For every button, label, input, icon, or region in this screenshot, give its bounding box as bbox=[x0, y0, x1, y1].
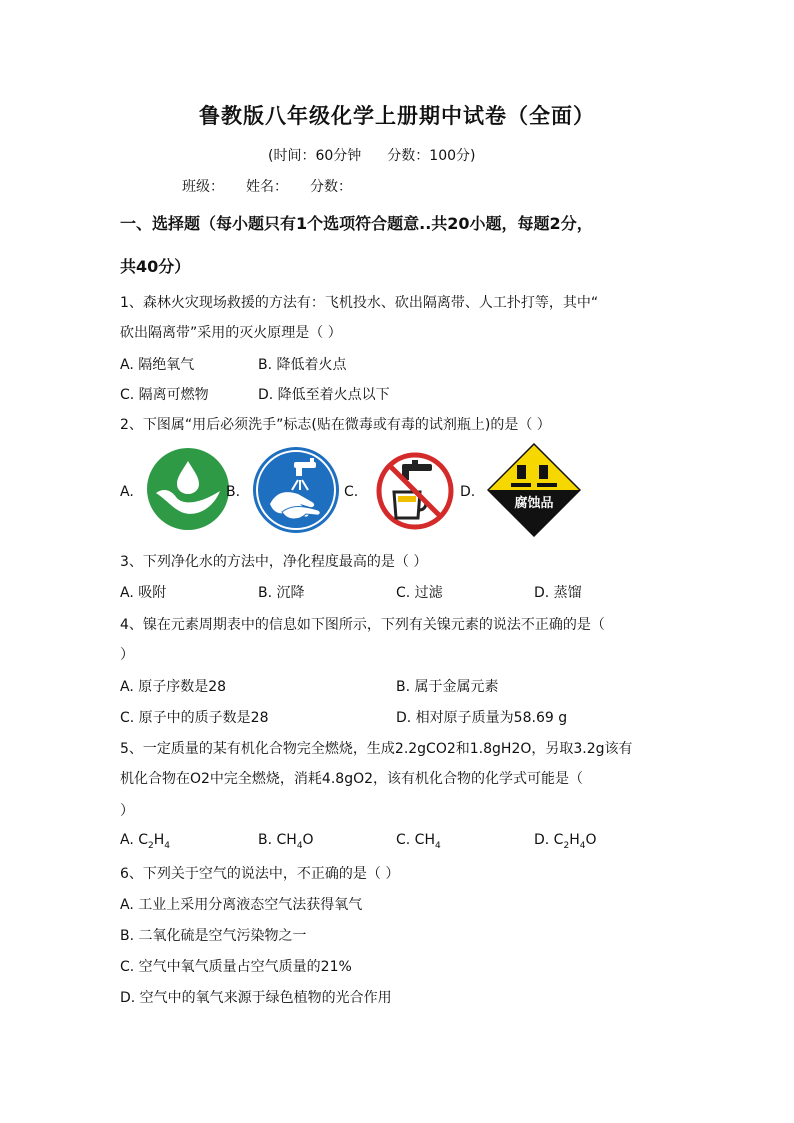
q2-option-c-label: C. bbox=[344, 484, 359, 500]
q5-text-line2: 机化合物在O2中完全燃烧，消耗4.8gO2，该有机化合物的化学式可能是（ bbox=[120, 771, 584, 787]
q2-option-b-label: B. bbox=[226, 484, 241, 500]
q1-option-b: B. 降低着火点 bbox=[258, 357, 347, 373]
q5-option-b: B. $CH_4O$ bbox=[258, 832, 314, 851]
exam-score: 分数：100分) bbox=[387, 148, 476, 164]
q4-option-b: B. 属于金属元素 bbox=[396, 679, 499, 695]
q1-option-a: A. 隔绝氧气 bbox=[120, 357, 195, 373]
q1-option-c: C. 隔离可燃物 bbox=[120, 387, 209, 403]
wash-hands-sign-icon bbox=[252, 446, 340, 534]
page-title: 鲁教版八年级化学上册期中试卷（全面） bbox=[199, 104, 595, 128]
q4-option-d: D. 相对原子质量为58.69 g bbox=[396, 710, 568, 726]
student-info bbox=[182, 176, 374, 196]
q6-option-a: A. 工业上采用分离液态空气法获得氧气 bbox=[120, 897, 363, 913]
q2-option-a-label: A. bbox=[120, 484, 134, 500]
q5-option-a: A. $C_2H_4$ bbox=[120, 832, 171, 851]
q4-option-a: A. 原子序数是28 bbox=[120, 679, 227, 695]
q3-text: 3、下列净化水的方法中，净化程度最高的是（ ） bbox=[120, 554, 428, 570]
q1-text-line1: 1、森林火灾现场救援的方法有：飞机投水、砍出隔离带、人工扑打等，其中“ bbox=[120, 295, 599, 311]
section-heading-line2: 共40分） bbox=[120, 257, 191, 276]
q6-option-b: B. 二氧化硫是空气污染物之一 bbox=[120, 928, 307, 944]
q3-option-b: B. 沉降 bbox=[258, 585, 305, 601]
exam-time: (时间：60分钟 bbox=[268, 148, 362, 164]
q6-option-c: C. 空气中氧气质量占空气质量的21% bbox=[120, 959, 352, 975]
section-heading-line1: 一、选择题（每小题只有1个选项符合题意..共20小题，每题2分， bbox=[120, 214, 593, 233]
q3-option-c: C. 过滤 bbox=[396, 585, 443, 601]
q3-option-a: A. 吸附 bbox=[120, 585, 167, 601]
water-saving-sign-icon bbox=[146, 447, 230, 531]
q3-option-d: D. 蒸馏 bbox=[534, 585, 582, 601]
q6-option-d: D. 空气中的氧气来源于绿色植物的光合作用 bbox=[120, 990, 392, 1006]
name-label: 姓名： bbox=[246, 179, 288, 195]
score-label: 分数： bbox=[310, 179, 352, 195]
q1-text-line2: 砍出隔离带”采用的灭火原理是（ ） bbox=[120, 325, 342, 341]
no-drinking-sign-icon bbox=[376, 452, 454, 530]
corrosive-label: 腐蚀品 bbox=[514, 496, 554, 511]
q2-option-d-label: D. bbox=[460, 484, 476, 500]
q5-option-c: C. $CH_4$ bbox=[396, 832, 441, 851]
q4-text-line2: ） bbox=[120, 647, 134, 663]
q5-text-line1: 5、一定质量的某有机化合物完全燃烧，生成2.2gCO2和1.8gH2O，另取3.2g该有 bbox=[120, 741, 633, 757]
q6-text: 6、下列关于空气的说法中，不正确的是（ ） bbox=[120, 866, 400, 882]
q1-option-d: D. 降低至着火点以下 bbox=[258, 387, 390, 403]
corrosive-sign-icon bbox=[487, 443, 581, 537]
class-label: 班级： bbox=[182, 179, 224, 195]
exam-meta bbox=[268, 145, 501, 165]
q2-text: 2、下图属“用后必须洗手”标志(贴在微毒或有毒的试剂瓶上)的是（ ） bbox=[120, 417, 551, 433]
q5-text-line3: ） bbox=[120, 803, 134, 819]
q4-option-c: C. 原子中的质子数是28 bbox=[120, 710, 269, 726]
q5-option-d: D. $C_2H_4O$ bbox=[534, 832, 597, 851]
q4-text-line1: 4、镍在元素周期表中的信息如下图所示，下列有关镍元素的说法不正确的是（ bbox=[120, 617, 605, 633]
